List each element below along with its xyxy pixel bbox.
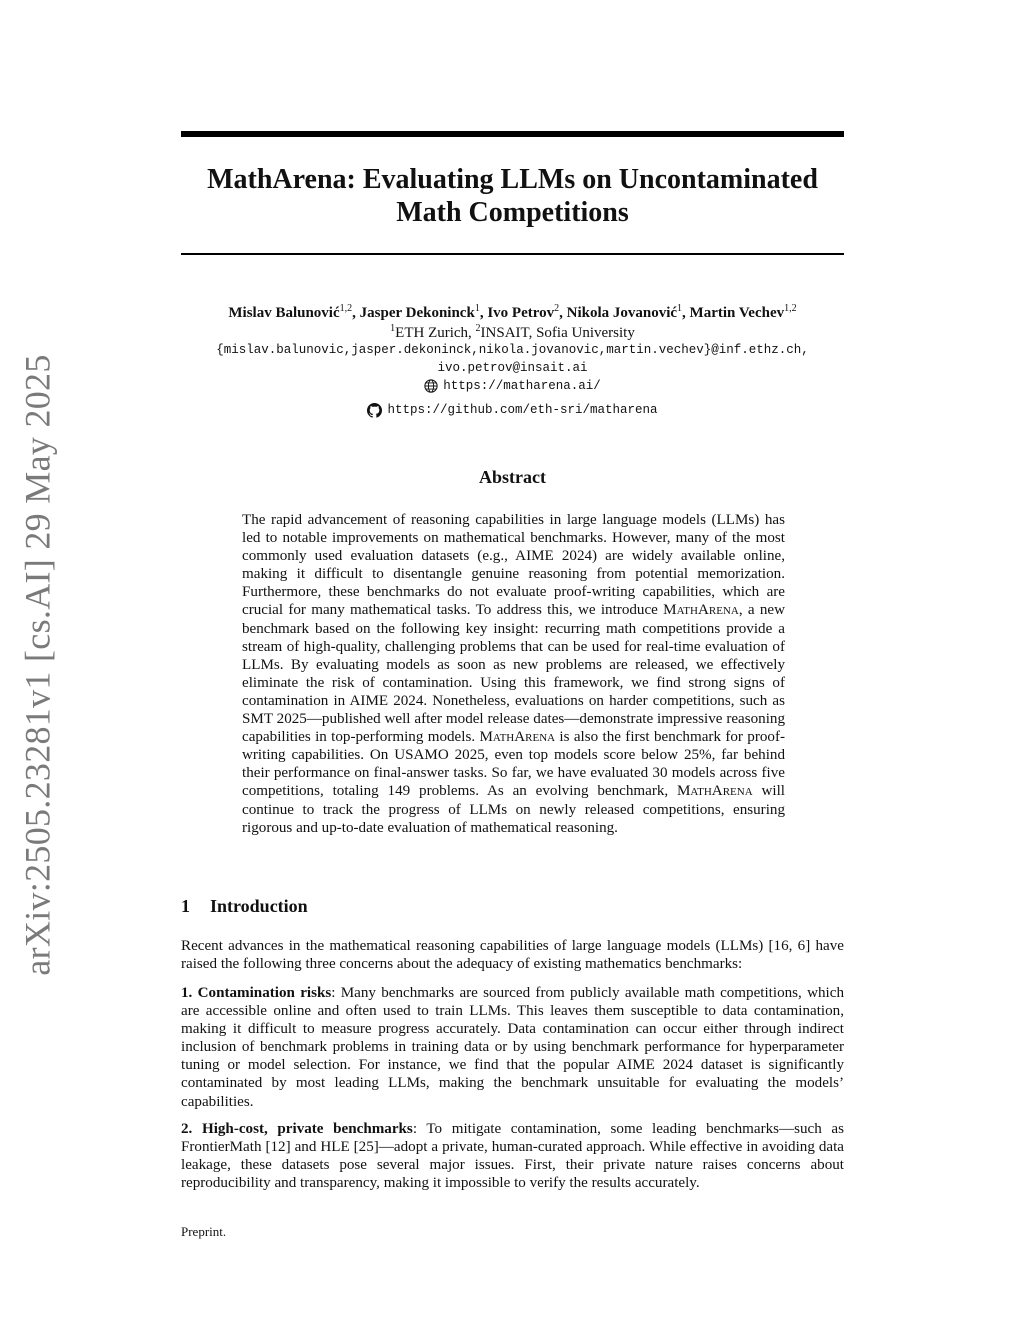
github-link[interactable]: https://github.com/eth-sri/matharena [387, 403, 658, 417]
intro-paragraph-private-benchmarks: 2. High-cost, private benchmarks: To mitigate contamination, some leading benchmarks—such as FrontierMath [12] and HLE [25]—adopt a private, human-curated approach. While effective in avoiding data leakage, these datasets pose several major issues. First, their private nature raises concerns about reproducibility and transparency, making it impossible to verify the results accurately. [181, 1121, 844, 1192]
email-line-2: ivo.petrov@insait.ai [437, 361, 588, 375]
github-link-row [181, 401, 844, 419]
abstract-text: The rapid advancement of reasoning capabilities in large language models (LLMs) has led to notable improvements on mathematical benchmarks. However, many of the most commonly used evaluation datasets (e.g., AIME 2024) are widely available online, making it difficult to disentangle genuine reasoning from potential memorization. Furthermore, these benchmarks do not evaluate proof-writing capabilities, which are crucial for many mathematical tasks. To address this, we introduce MathArena, a new benchmark based on the following key insight: recurring math competitions provide a stream of high-quality, challenging problems that can be used for real-time evaluation of LLMs. By evaluating models as soon as new problems are released, we effectively eliminate the risk of contamination. Using this framework, we find strong signs of contamination in AIME 2024. Nonetheless, evaluations on harder competitions, such as SMT 2025—published well after model release dates—demonstrate impressive reasoning capabilities in top-performing models. MathArena is also the first benchmark for proof-writing capabilities. On USAMO 2025, even top models score below 25%, far behind their performance on final-answer tasks. So far, we have evaluated 30 models across five competitions, totaling 149 problems. As an evolving benchmark, MathArena will continue to track the progress of LLMs on newly released competitions, ensuring rigorous and up-to-date evaluation of mathematical reasoning. [242, 512, 786, 836]
benchmark-name: MathArena [479, 729, 556, 746]
website-link[interactable]: https://matharena.ai/ [443, 379, 601, 393]
author: Ivo Petrov$^2$ [487, 303, 560, 321]
author-emails [181, 341, 844, 377]
section-title: Introduction [210, 896, 308, 916]
website-link-row [181, 377, 844, 395]
author: Jasper Dekoninck$^1$ [359, 303, 480, 321]
author: Martin Vechev$^{1,2}$ [689, 303, 797, 321]
affiliation: INSAIT, Sofia University [480, 325, 635, 341]
intro-paragraph-1: Recent advances in the mathematical reasoning capabilities of large language models (LLMs) [16, 6] have raised the following three concerns about the adequacy of existing mathematics benchmarks: [181, 938, 844, 973]
github-icon [367, 403, 382, 418]
section-heading-introduction [181, 895, 844, 917]
title-rule-top [181, 131, 844, 137]
section-number: 1 [181, 896, 190, 916]
email-line-1: {mislav.balunovic,jasper.dekoninck,nikola.jovanovic,martin.vechev}@inf.ethz.ch, [216, 343, 809, 357]
paragraph-lead: 2. High-cost, private benchmarks [181, 1121, 413, 1137]
title-line-1: MathArena: Evaluating LLMs on Uncontaminated [207, 164, 818, 195]
benchmark-name: MathArena [663, 602, 739, 619]
paragraph-lead: 1. Contamination risks [181, 985, 332, 1001]
intro-paragraph-contamination: 1. Contamination risks: Many benchmarks are sourced from publicly available math competitions, which are accessible online and often used to train LLMs. This leaves them susceptible to data contamination, making it difficult to measure progress accurately. Data contamination can occur either through indirect inclusion of benchmark problems in training data or by using benchmark performance for hyperparameter tuning or model selection. For instance, we find that the popular AIME 2024 dataset is significantly contaminated by most leading LLMs, making the benchmark unsuitable for evaluating the models’ capabilities. [181, 985, 844, 1110]
abstract-heading: Abstract [479, 467, 546, 487]
affiliations: $^1$ETH Zurich, $^2$INSAIT, Sofia University [390, 323, 635, 341]
author-list: Mislav Balunović$^{1,2}$, Jasper Dekoninck$^1$, Ivo Petrov$^2$, Nikola Jovanović$^1$, Martin Vechev$^{1,2}$ [228, 303, 797, 321]
paper-title [181, 163, 844, 229]
benchmark-name: MathArena [677, 783, 753, 800]
author: Mislav Balunović$^{1,2}$ [228, 303, 353, 321]
affiliation: ETH Zurich [395, 325, 469, 341]
author: Nikola Jovanović$^1$ [566, 303, 683, 321]
globe-icon [424, 379, 438, 393]
title-rule-bottom [181, 253, 844, 255]
title-line-2: Math Competitions [396, 197, 629, 228]
arxiv-stamp [4, 354, 72, 976]
preprint-footer: Preprint. [181, 1224, 227, 1239]
arxiv-stamp-text: arXiv:2505.23281v1 [cs.AI] 29 May 2025 [18, 354, 58, 976]
